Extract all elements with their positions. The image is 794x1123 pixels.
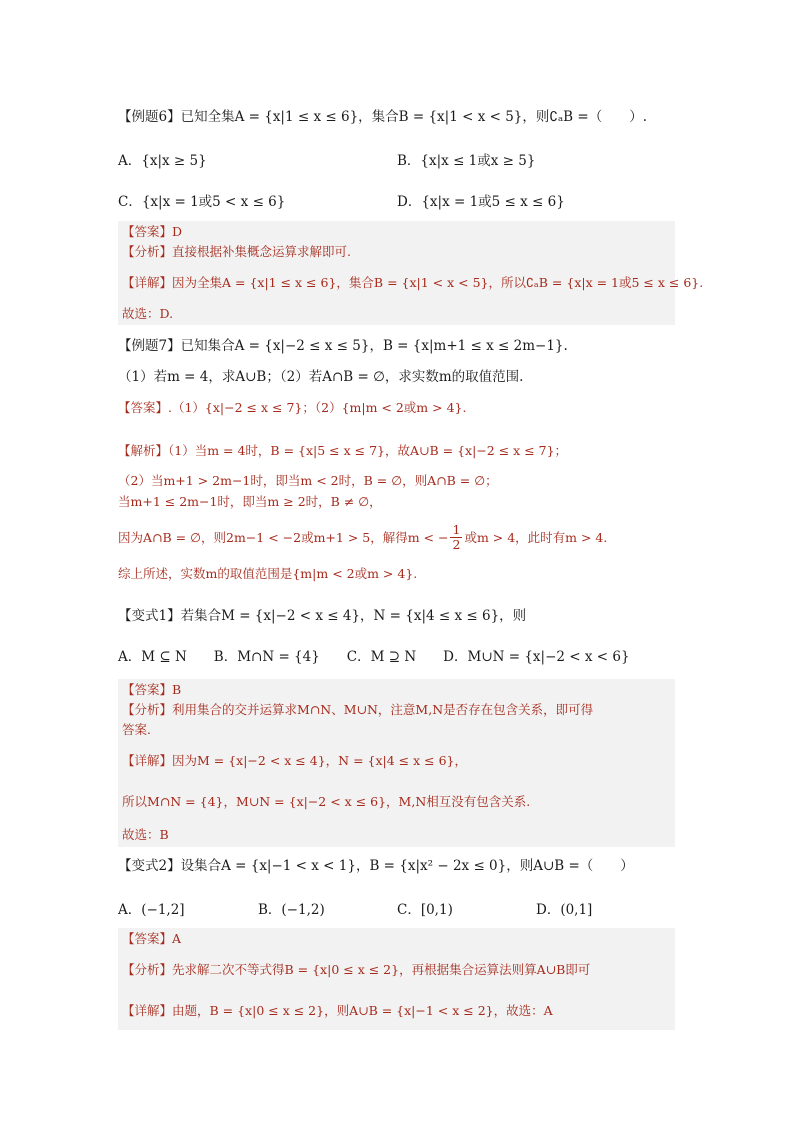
variant-1-question: 【变式1】若集合M = {x|−2 < x ≤ 4}，N = {x|4 ≤ x ≤ 6}，则	[118, 608, 527, 624]
variant-1-analysis-line-1: 【分析】利用集合的交并运算求M∩N、M∪N，注意M,N是否存在包含关系，即可得	[122, 702, 594, 717]
variant-2-analysis: 【分析】先求解二次不等式得B = {x|0 ≤ x ≤ 2}，再根据集合运算法则算A∪B即可	[122, 962, 591, 977]
variant-2-detail: 【详解】由题，B = {x|0 ≤ x ≤ 2}，则A∪B = {x|−1 < x ≤ 2}，故选：A	[122, 1003, 553, 1018]
variant-2-answer-block	[118, 928, 675, 1030]
example-6-option-c: C．{x|x = 1或5 < x ≤ 6}	[118, 194, 286, 210]
example-7-solution-4-part-a: 因为A∩B = ∅，则2m−1 < −2或m+1 > 5，解得m < −	[118, 529, 449, 545]
example-6-option-b: B．{x|x ≤ 1或x ≥ 5}	[397, 153, 536, 169]
variant-2-option-c: C．[0,1)	[397, 902, 453, 918]
example-7-answer: 【答案】.（1）{x|−2 ≤ x ≤ 7}；（2）{m|m < 2或m > 4}.	[118, 400, 467, 415]
example-7-solution-4	[118, 523, 607, 552]
variant-2-answer: 【答案】A	[122, 931, 182, 946]
example-7-solution-4-part-b: 或m > 4，此时有m > 4.	[464, 529, 608, 545]
example-6-detail: 【详解】因为全集A = {x|1 ≤ x ≤ 6}，集合B = {x|1 < x < 5}，所以∁ₐB = {x|x = 1或5 ≤ x ≤ 6}.	[122, 275, 704, 290]
example-6-choose: 故选：D.	[122, 306, 174, 321]
variant-1-choose: 故选：B	[122, 827, 169, 842]
variant-2-option-d: D．(0,1]	[536, 902, 593, 918]
example-7-question: 【例题7】已知集合A = {x|−2 ≤ x ≤ 5}，B = {x|m+1 ≤ x ≤ 2m−1}.	[118, 338, 568, 354]
variant-1-answer: 【答案】B	[122, 682, 182, 697]
example-6-option-d: D．{x|x = 1或5 ≤ x ≤ 6}	[397, 194, 565, 210]
variant-2-option-a: A．(−1,2]	[118, 902, 185, 918]
example-7-conclusion: 综上所述，实数m的取值范围是{m|m < 2或m > 4}.	[118, 566, 418, 581]
variant-2-question: 【变式2】设集合A = {x|−1 < x < 1}，B = {x|x² − 2x ≤ 0}，则A∪B =（ ）	[118, 858, 634, 874]
variant-1-options: A．M ⊆ N B．M∩N = {4} C．M ⊇ N D．M∪N = {x|−2 < x < 6}	[118, 649, 630, 665]
fraction-numerator: 1	[452, 522, 461, 537]
variant-2-option-b: B．(−1,2)	[258, 902, 325, 918]
example-6-question: 【例题6】已知全集A = {x|1 ≤ x ≤ 6}，集合B = {x|1 < x < 5}，则∁ₐB =（ ）.	[118, 109, 647, 125]
variant-1-detail-line-1: 【详解】因为M = {x|−2 < x ≤ 4}，N = {x|4 ≤ x ≤ 6}，	[122, 753, 467, 768]
variant-1-detail-line-2: 所以M∩N = {4}，M∪N = {x|−2 < x ≤ 6}，M,N相互没有包含关系.	[122, 794, 531, 809]
example-7-subquestion: （1）若m = 4，求A∪B；（2）若A∩B = ∅，求实数m的取值范围.	[118, 369, 524, 385]
example-6-answer: 【答案】D	[122, 224, 183, 239]
example-6-answer-block	[118, 221, 704, 325]
fraction-denominator: 2	[452, 537, 461, 552]
variant-1-answer-block	[118, 679, 675, 847]
example-7-solution-3: 当m+1 ≤ 2m−1时，即当m ≥ 2时，B ≠ ∅，	[118, 494, 382, 509]
variant-1-analysis-line-2: 答案.	[122, 722, 151, 737]
example-7-solution-2: （2）当m+1 > 2m−1时，即当m < 2时，B = ∅，则A∩B = ∅；	[118, 473, 498, 488]
fraction-one-half	[450, 523, 462, 552]
example-6-option-a: A．{x|x ≥ 5}	[118, 153, 207, 169]
example-6-analysis: 【分析】直接根据补集概念运算求解即可.	[122, 244, 351, 259]
example-7-solution-1: 【解析】（1）当m = 4时，B = {x|5 ≤ x ≤ 7}，故A∪B = {x|−2 ≤ x ≤ 7}；	[118, 443, 568, 458]
